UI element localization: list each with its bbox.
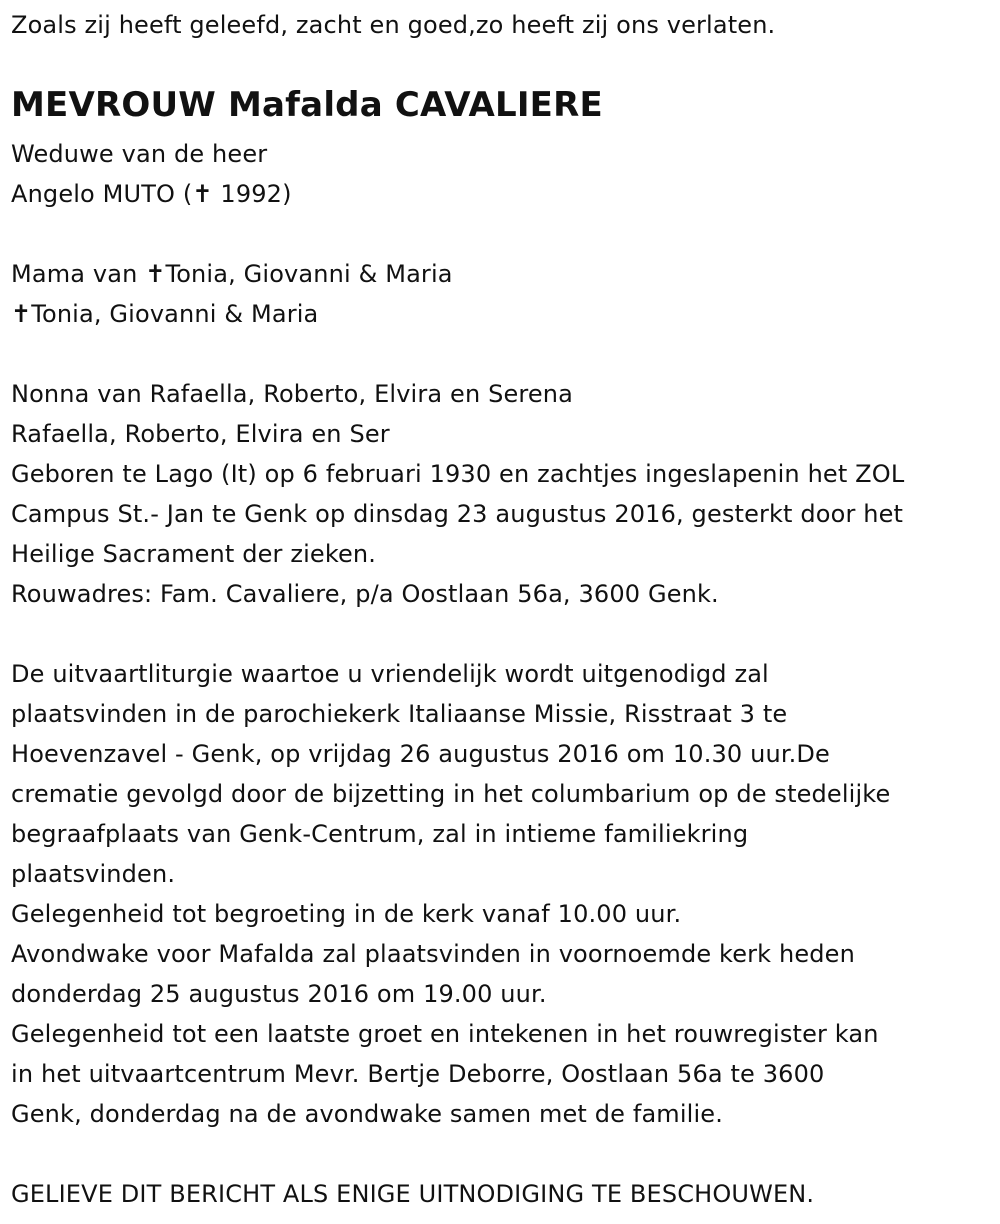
widow-line-1: Weduwe van de heer <box>11 140 268 168</box>
mourning-address: Rouwadres: Fam. Cavaliere, p/a Oostlaan 56a, 3600 Genk. <box>11 580 719 608</box>
widow-line-2: Angelo MUTO (✝ 1992) <box>11 180 292 208</box>
grandmother-line-2: Rafaella, Roberto, Elvira en Ser <box>11 420 390 448</box>
funeral-line-2: plaatsvinden in de parochiekerk Italiaanse Missie, Risstraat 3 te <box>11 700 788 728</box>
deceased-name-heading: MEVROUW Mafalda CAVALIERE <box>11 85 603 125</box>
birth-line-3: Heilige Sacrament der zieken. <box>11 540 377 568</box>
greeting-line: Gelegenheid tot begroeting in de kerk vanaf 10.00 uur. <box>11 900 682 928</box>
farewell-line-1: Gelegenheid tot een laatste groet en intekenen in het rouwregister kan <box>11 1020 879 1048</box>
farewell-line-3: Genk, donderdag na de avondwake samen met de familie. <box>11 1100 723 1128</box>
mother-line-2: ✝Tonia, Giovanni & Maria <box>11 300 319 328</box>
funeral-line-1: De uitvaartliturgie waartoe u vriendelijk wordt uitgenodigd zal <box>11 660 769 688</box>
funeral-line-3: Hoevenzavel - Genk, op vrijdag 26 augustus 2016 om 10.30 uur.De <box>11 740 830 768</box>
funeral-line-4: crematie gevolgd door de bijzetting in het columbarium op de stedelijke <box>11 780 891 808</box>
birth-line-2: Campus St.- Jan te Genk op dinsdag 23 augustus 2016, gesterkt door het <box>11 500 904 528</box>
closing-statement: GELIEVE DIT BERICHT ALS ENIGE UITNODIGING TE BESCHOUWEN. <box>11 1180 815 1208</box>
motto: Zoals zij heeft geleefd, zacht en goed,zo heeft zij ons verlaten. <box>11 11 776 39</box>
grandmother-line-1: Nonna van Rafaella, Roberto, Elvira en Serena <box>11 380 574 408</box>
funeral-line-6: plaatsvinden. <box>11 860 176 888</box>
farewell-line-2: in het uitvaartcentrum Mevr. Bertje Deborre, Oostlaan 56a te 3600 <box>11 1060 825 1088</box>
birth-line-1: Geboren te Lago (It) op 6 februari 1930 en zachtjes ingeslapenin het ZOL <box>11 460 905 488</box>
funeral-line-5: begraafplaats van Genk-Centrum, zal in intieme familiekring <box>11 820 749 848</box>
vigil-line-2: donderdag 25 augustus 2016 om 19.00 uur. <box>11 980 547 1008</box>
mother-line-1: Mama van ✝Tonia, Giovanni & Maria <box>11 260 453 288</box>
vigil-line-1: Avondwake voor Mafalda zal plaatsvinden in voornoemde kerk heden <box>11 940 855 968</box>
